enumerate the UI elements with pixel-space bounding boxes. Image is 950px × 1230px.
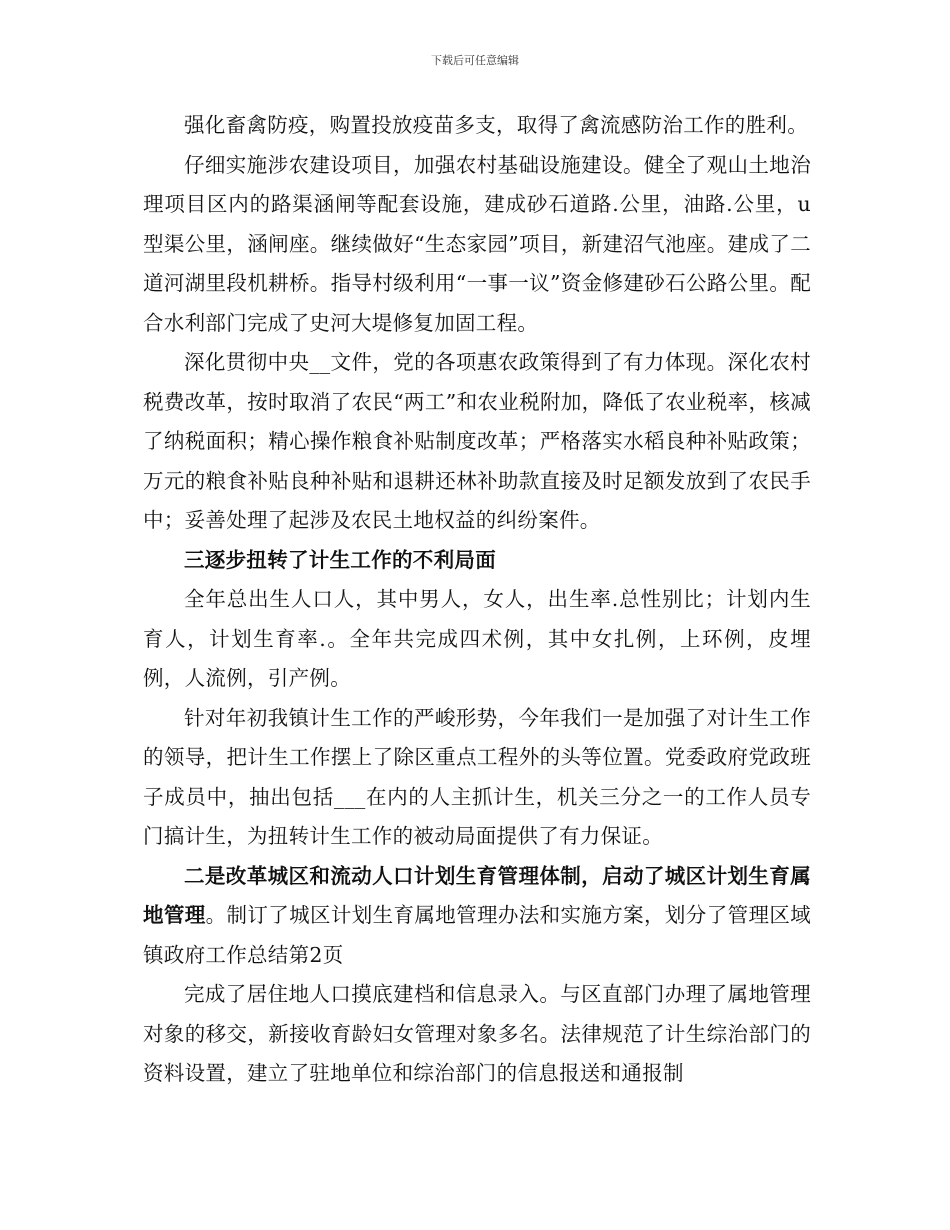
paragraph-reform [143,857,811,976]
paragraph-reform-text: 。制订了城区计划生育属地管理办法和实施方案，划分了管理区域镇政府工作总结第2页 [143,903,811,967]
paragraph-residence-records: 完成了居住地人口摸底建档和信息录入。与区直部门办理了属地管理对象的移交，新接收育龄妇女管理对象多名。法律规范了计生综治部门的资料设置，建立了驻地单位和综治部门的信息报送和通报制 [143,982,811,1085]
paragraph-epidemic-prevention: 强化畜禽防疫，购置投放疫苗多支，取得了禽流感防治工作的胜利。 [184,113,808,137]
paragraph-birth-statistics: 全年总出生人口人，其中男人，女人，出生率.总性别比；计划内生育人，计划生育率.。全年共完成四术例，其中女扎例，上环例，皮埋例，人流例，引产例。 [143,587,811,690]
document-body [143,106,811,1094]
paragraph-leadership: 针对年初我镇计生工作的严峻形势，今年我们一是加强了对计生工作的领导，把计生工作摆上了除区重点工程外的头等位置。党委政府党政班子成员中，抽出包括___在内的人主抓计生，机关三分之一的工作人员专门搞计生，为扭转计生工作的被动局面提供了有力保证。 [143,705,811,848]
paragraph-central-policy: 深化贯彻中央__文件，党的各项惠农政策得到了有力体现。深化农村税费改革，按时取消了农民“两工”和农业税附加，降低了农业税率，核减了纳税面积；精心操作粮食补贴制度改革；严格落实水稻良种补贴政策；万元的粮食补贴良种补贴和退耕还林补助款直接及时足额发放到了农民手中；妥善处理了起涉及农民土地权益的纠纷案件。 [143,350,811,532]
page-header: 下载后可任意编辑 [431,54,519,67]
section-heading-family-planning: 三逐步扭转了计生工作的不利局面 [184,547,496,572]
paragraph-reform-lead: 二是改革城区和流动人口计划生育管理体制，启动了城区计划生育属地管理 [143,863,811,927]
paragraph-agricultural-projects: 仔细实施涉农建设项目，加强农村基础设施建设。健全了观山土地治理项目区内的路渠涵闸等配套设施，建成砂石道路.公里，油路.公里，u型渠公里，涵闸座。继续做好“生态家园”项目，新建沼气池座。建成了二道河湖里段机耕桥。指导村级利用“一事一议”资金修建砂石公路公里。配合水利部门完成了史河大堤修复加固工程。 [143,152,811,335]
